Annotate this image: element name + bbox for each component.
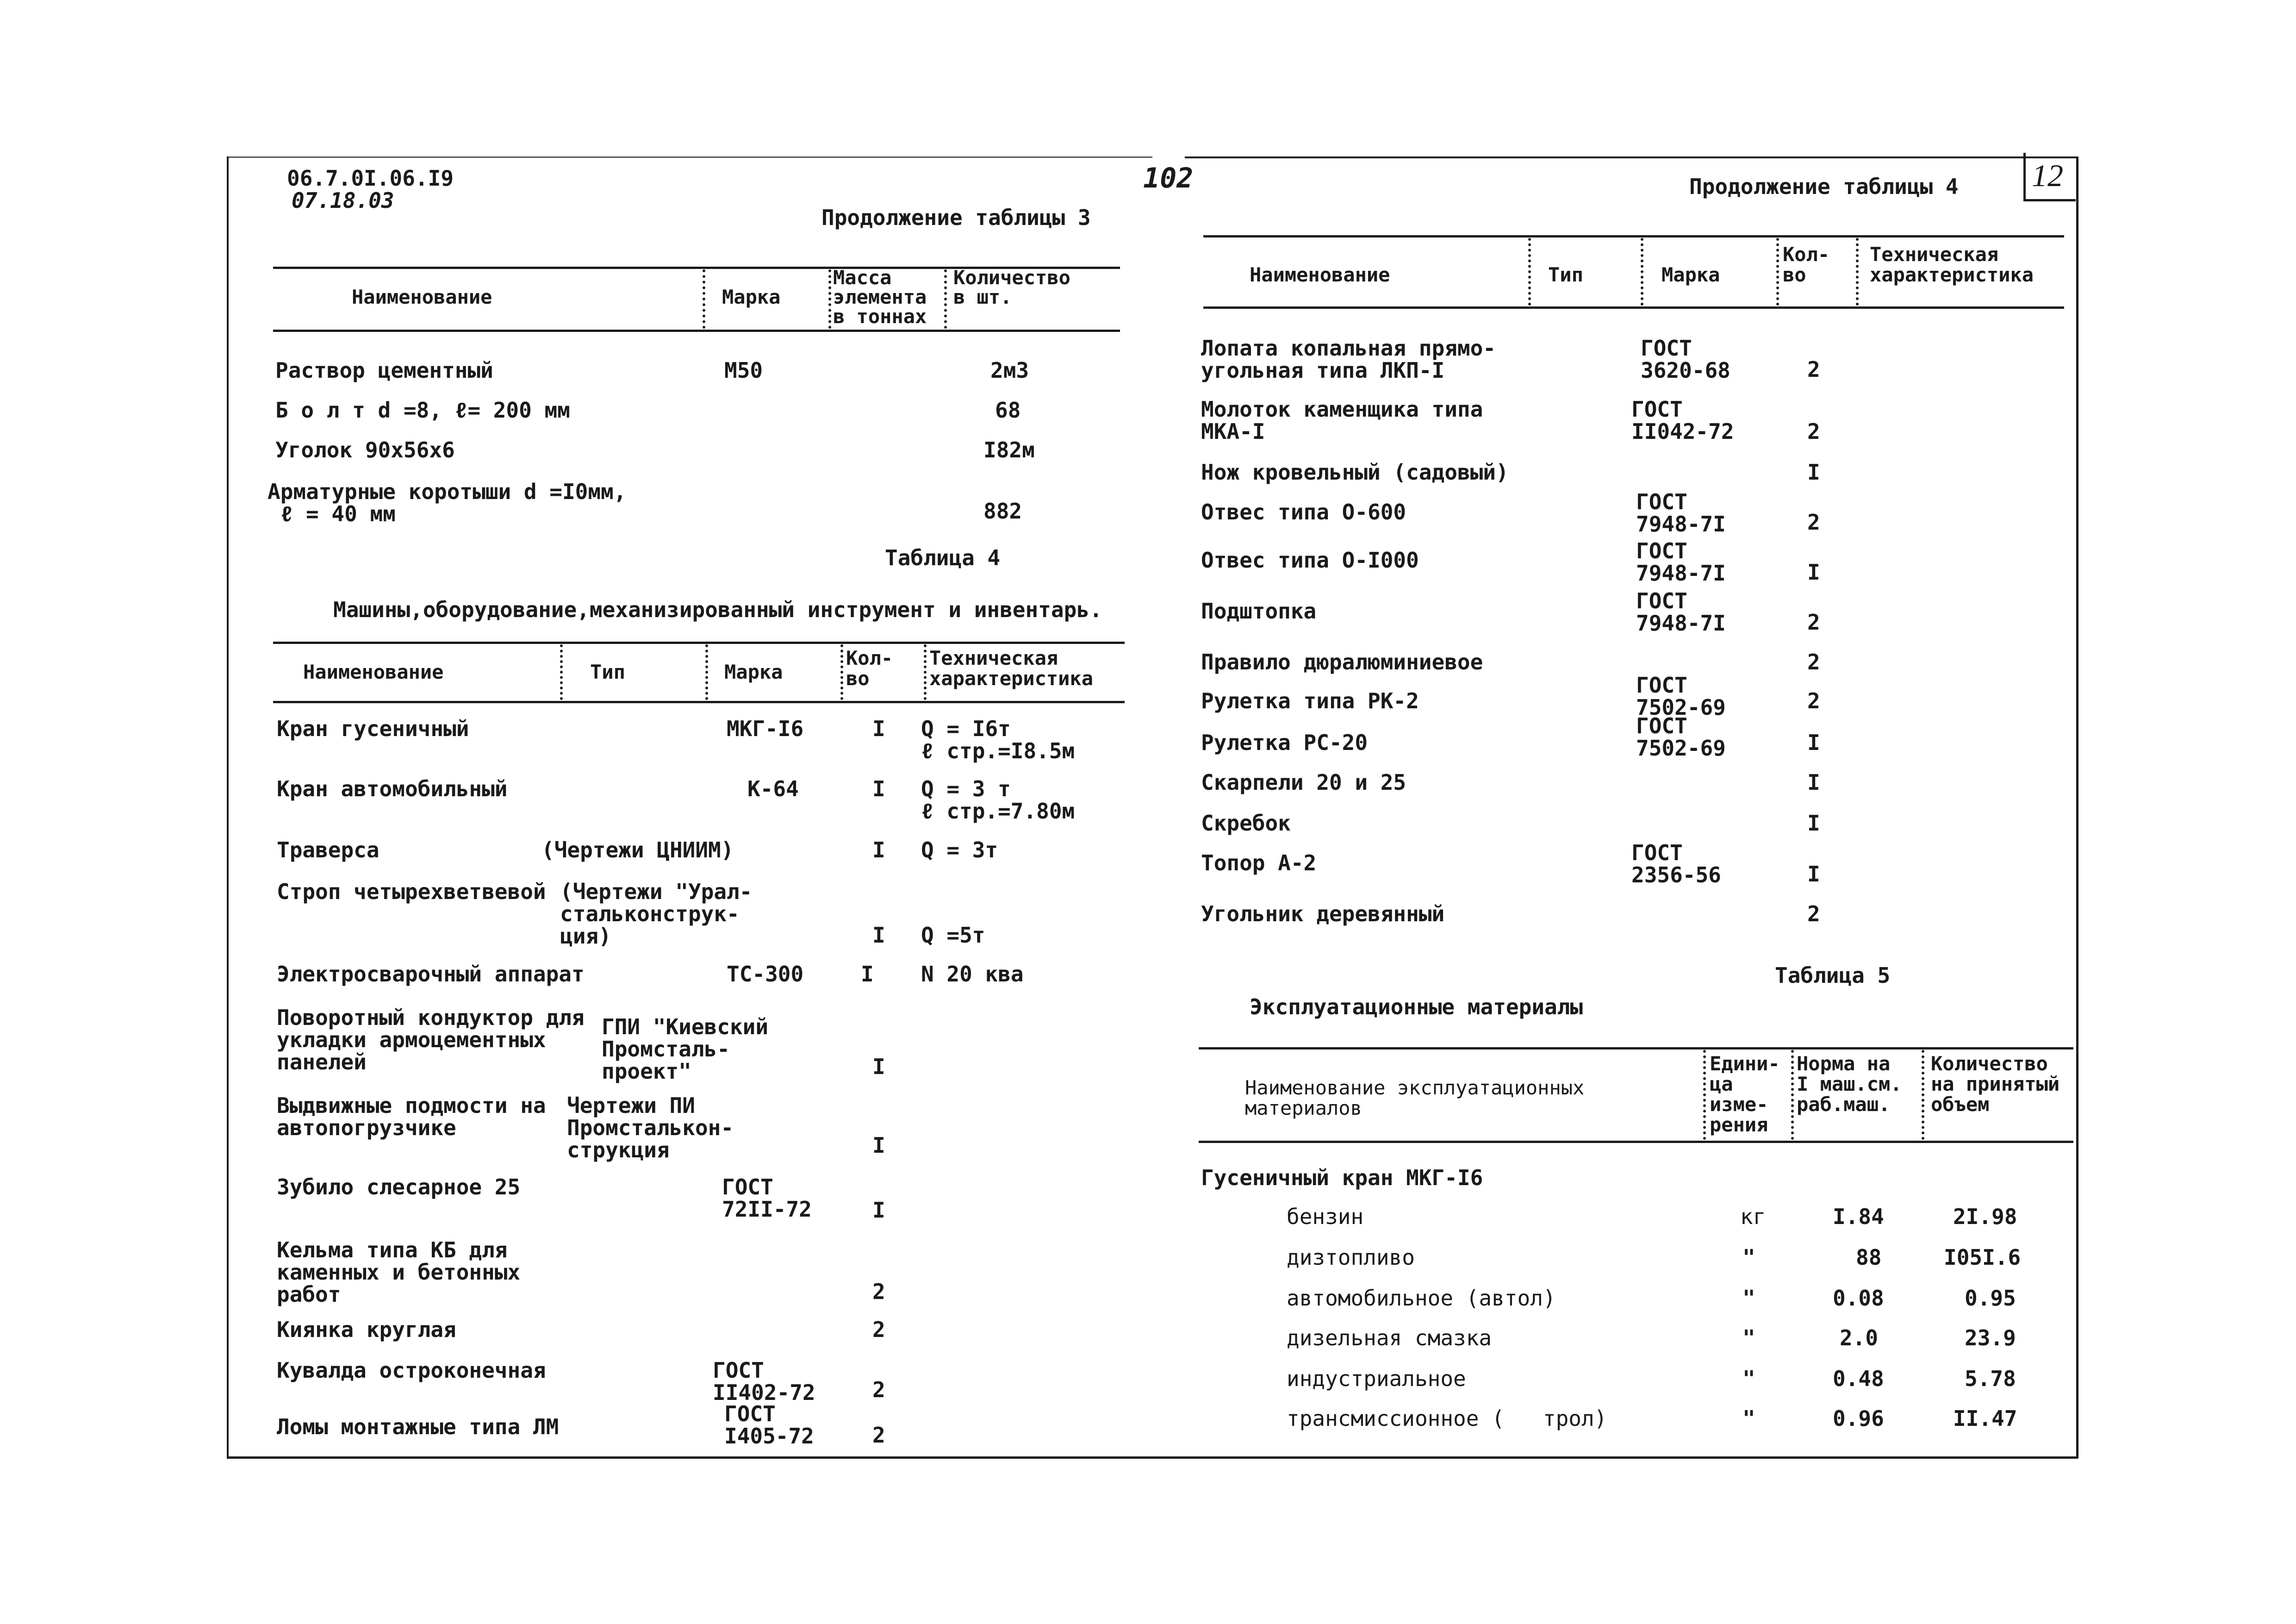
table5-divider [1922, 1050, 1924, 1140]
table-row-name: Раствор цементный [275, 358, 493, 383]
table-row-name: Рулетка РС-20 [1201, 730, 1368, 755]
table-row-qty: I [1807, 730, 1820, 755]
table-row-name: Поворотный кондуктор для укладки армоцементных панелей [277, 1005, 585, 1074]
table4-header-qty: Кол- во [846, 647, 893, 690]
table-row-norm: 0.08 [1833, 1286, 1884, 1311]
table-row-name: Зубило слесарное 25 [277, 1174, 521, 1199]
table-row-norm: 2.0 [1840, 1325, 1879, 1350]
table5-header-rule [1199, 1141, 2073, 1143]
table-row-name: индустриальное [1287, 1366, 1466, 1391]
table-row-qty: 2I.98 [1953, 1204, 2017, 1229]
table-row-unit: " [1742, 1245, 1755, 1270]
table-row-qty: 2 [872, 1423, 885, 1448]
table5-header-name: Наименование эксплуатационных материалов [1245, 1076, 1585, 1119]
sheet-number: 12 [2032, 158, 2063, 193]
table-row-name: Подштопка [1201, 599, 1317, 624]
table-row-mark: ТС-300 [727, 962, 804, 987]
table-row-name: Правило дюралюминиевое [1201, 650, 1483, 675]
table-row-mark: ГОСТ II402-72 [713, 1358, 815, 1405]
table-row-mark: К-64 [747, 776, 799, 801]
table5-divider [1791, 1050, 1794, 1140]
table-row-spec: Q =5т [921, 923, 985, 948]
doc-code-handwritten: 07.18.03 [292, 188, 394, 213]
table-row-qty: I [872, 923, 885, 948]
table3-header-mass-3: в тоннах [833, 305, 927, 328]
table3-header-name: Наименование [352, 286, 492, 308]
table-row-norm: 0.48 [1833, 1366, 1884, 1391]
table4-header-mark: Марка [724, 661, 783, 683]
table4-divider [560, 644, 563, 700]
table-row-qty: I [1807, 770, 1820, 795]
table3-header-qty-2: в шт. [953, 286, 1012, 308]
table4-title: Машины,оборудование,механизированный инструмент и инвентарь. [333, 597, 1102, 622]
table-row-mark: ГОСТ II042-72 [1631, 397, 1734, 444]
table-row-type: ГПИ "Киевский Промсталь- проект" [602, 1014, 769, 1084]
table-row-qty: I [1807, 811, 1820, 836]
table5-label: Таблица 5 [1775, 963, 1891, 988]
table-row-name: Кельма типа КБ для каменных и бетонных работ [277, 1237, 521, 1307]
table-row-name: Уголок 90х56х6 [275, 437, 455, 462]
table-row-qty: I [872, 1054, 885, 1079]
table4-cont-header-name: Наименование [1250, 263, 1390, 286]
table-row-name: бензин [1287, 1204, 1364, 1229]
table4-cont-header-spec: Техническая характеристика [1870, 243, 2034, 286]
table-row-name: Электросварочный аппарат [277, 962, 585, 987]
table-row-name: трансмиссионное ( трол) [1287, 1406, 1607, 1431]
table-row-qty: I [872, 776, 885, 801]
page-frame-top-left [227, 156, 1152, 158]
table-row-spec: Q = 3 т ℓ стр.=7.80м [921, 776, 1075, 824]
table-row-unit: " [1742, 1325, 1755, 1350]
table-row-name: Кран гусеничный [277, 716, 469, 741]
table-row-mark: M50 [724, 358, 763, 383]
table-row-name: Отвес типа О-I000 [1201, 548, 1419, 573]
table5-title: Эксплуатационные материалы [1250, 994, 1583, 1019]
table-row-qty: 2 [1807, 510, 1820, 535]
table4-header-type: Тип [590, 661, 625, 683]
table-row-qty: I [872, 716, 885, 741]
table5-header-unit: Едини- ца изме- рения [1710, 1052, 1780, 1136]
table-row-type: (Чертежи "Урал- стальконструк- ция) [560, 879, 753, 949]
table-row-name: Арматурные коротыши d =I0мм, ℓ = 40 мм [268, 479, 627, 526]
table-row-qty: 2 [1807, 650, 1820, 675]
table-row-qty: I [872, 1198, 885, 1223]
table-row-qty: I [1807, 560, 1820, 585]
table-row-mark: ГОСТ 7502-69 [1636, 713, 1726, 761]
table4-cont-header-type: Тип [1548, 263, 1583, 286]
table-row-unit: " [1742, 1406, 1755, 1431]
table-row-qty: 2 [1807, 610, 1820, 635]
table-row-mark: ГОСТ 7948-7I [1636, 588, 1726, 636]
table-row-name: дизельная смазка [1287, 1325, 1492, 1350]
table-row-name: Кувалда остроконечная [277, 1358, 546, 1383]
right-caption: Продолжение таблицы 4 [1689, 174, 1959, 199]
table3-header-mass-2: элемента [833, 286, 927, 308]
table-row-qty: I [1807, 862, 1820, 887]
page-frame-right [2076, 156, 2078, 1458]
table3-header-mark: Марка [722, 286, 781, 308]
page-frame-bottom [227, 1456, 2078, 1459]
table3-header-qty-1: Количество [953, 266, 1070, 289]
left-caption: Продолжение таблицы 3 [821, 205, 1091, 230]
table-row-name: Киянка круглая [277, 1317, 456, 1342]
table4-cont-divider [1856, 238, 1859, 306]
table4-top-rule [273, 642, 1125, 644]
table-row-name: дизтопливо [1287, 1245, 1415, 1270]
page-number: 102 [1143, 162, 1194, 194]
table-row-name: Отвес типа О-600 [1201, 500, 1406, 525]
table-row-norm: 0.96 [1833, 1406, 1884, 1431]
table-row-qty: I [1807, 460, 1820, 485]
table-row-qty: II.47 [1953, 1406, 2017, 1431]
table4-cont-header-rule [1203, 306, 2064, 309]
table3-divider [828, 269, 831, 329]
page-frame-top-right [1185, 156, 2078, 158]
table5-top-rule [1199, 1047, 2073, 1049]
table-row-qty: 2 [872, 1279, 885, 1304]
table-row-mark: ГОСТ 7948-7I [1636, 489, 1726, 537]
table4-cont-header-mark: Марка [1661, 263, 1720, 286]
table4-divider [840, 644, 843, 700]
table-row-qty: I [872, 1133, 885, 1158]
table-row-qty: 2 [1807, 357, 1820, 382]
table-row-name: Строп четырехветвевой [277, 879, 546, 904]
table-row-name: Б о л т d =8, ℓ= 200 мм [275, 398, 570, 423]
table-row-spec: N 20 ква [921, 962, 1024, 987]
table-row-unit: " [1742, 1286, 1755, 1311]
table-row-type: (Чертежи ЦНИИМ) [541, 837, 734, 862]
table4-cont-top-rule [1203, 235, 2064, 237]
table4-divider [705, 644, 708, 700]
table-row-qty: 5.78 [1965, 1366, 2016, 1391]
table-row-unit: кг [1740, 1204, 1766, 1229]
table-row-name: Рулетка типа РК-2 [1201, 688, 1419, 713]
table4-cont-divider [1528, 238, 1531, 306]
table-row-norm: 88 [1856, 1245, 1882, 1270]
table-row-mark: ГОСТ 2356-56 [1631, 840, 1721, 887]
table-row-unit: " [1742, 1366, 1755, 1391]
table-row-qty: 0.95 [1965, 1286, 2016, 1311]
table5-divider [1703, 1050, 1706, 1140]
table-row-mark: ГОСТ I405-72 [724, 1401, 814, 1449]
table-row-qty: I [872, 837, 885, 862]
page-frame-left [227, 156, 229, 1458]
table-row-qty: 2м3 [990, 358, 1029, 383]
table-row-qty: I82м [983, 437, 1035, 462]
table-row-qty: 68 [995, 398, 1021, 423]
table5-header-norm: Норма на I маш.см. раб.маш. [1797, 1052, 1902, 1116]
table3-divider [703, 269, 705, 329]
table-row-name: Скарпели 20 и 25 [1201, 770, 1406, 795]
table-row-name: Нож кровельный (садовый) [1201, 460, 1509, 485]
table-row-name: Топор А-2 [1201, 850, 1317, 875]
table5-group: Гусеничный кран МКГ-I6 [1201, 1165, 1483, 1190]
table-row-qty: 2 [1807, 901, 1820, 926]
table-row-qty: 23.9 [1965, 1325, 2016, 1350]
table-row-name: Лопата копальная прямо- угольная типа ЛКП-I [1201, 336, 1496, 383]
table-row-name: Выдвижные подмости на автопогрузчике [277, 1093, 546, 1140]
table4-header-name: Наименование [303, 661, 444, 683]
table-row-name: Кран автомобильный [277, 776, 508, 801]
table-row-name: Скребок [1201, 811, 1291, 836]
table-row-spec: Q = I6т ℓ стр.=I8.5м [921, 716, 1075, 763]
table-row-mark: ГОСТ 7948-7I [1636, 538, 1726, 586]
table-row-qty: 2 [1807, 688, 1820, 713]
table5-header-qty: Количество на принятый объем [1931, 1052, 2060, 1116]
table-row-name: Ломы монтажные типа ЛМ [277, 1414, 559, 1439]
doc-code: 06.7.0I.06.I9 [287, 166, 454, 191]
table4-header-spec: Техническая характеристика [929, 647, 1094, 690]
table-row-mark: ГОСТ 7502-69 [1636, 673, 1726, 720]
table-row-qty: 2 [1807, 419, 1820, 444]
table-row-mark: МКГ-I6 [727, 716, 804, 741]
table4-label: Таблица 4 [885, 545, 1001, 570]
table-row-qty: 2 [872, 1377, 885, 1402]
table3-header-rule [273, 330, 1120, 332]
table-row-name: автомобильное (автол) [1287, 1286, 1556, 1311]
table-row-mark: ГОСТ 72II-72 [722, 1174, 812, 1222]
table4-header-rule [273, 701, 1125, 703]
table-row-qty: I [861, 962, 874, 987]
table-row-name: Молоток каменщика типа МКА-I [1201, 397, 1483, 444]
table3-header-mass-1: Масса [833, 266, 892, 289]
table-row-norm: I.84 [1833, 1204, 1884, 1229]
table-row-type: Чертежи ПИ Промсталькон- струкция [567, 1093, 734, 1162]
table-row-mark: ГОСТ 3620-68 [1641, 336, 1730, 383]
table4-cont-header-qty: Кол- во [1783, 243, 1830, 286]
table3-divider [944, 269, 947, 329]
table4-divider [924, 644, 927, 700]
table4-cont-divider [1641, 238, 1643, 306]
table-row-name: Угольник деревянный [1201, 901, 1445, 926]
table-row-qty: I05I.6 [1944, 1245, 2021, 1270]
table-row-spec: Q = 3т [921, 837, 998, 862]
table-row-name: Траверса [277, 837, 380, 862]
table-row-qty: 882 [983, 499, 1022, 524]
table4-cont-divider [1776, 238, 1779, 306]
table-row-qty: 2 [872, 1317, 885, 1342]
